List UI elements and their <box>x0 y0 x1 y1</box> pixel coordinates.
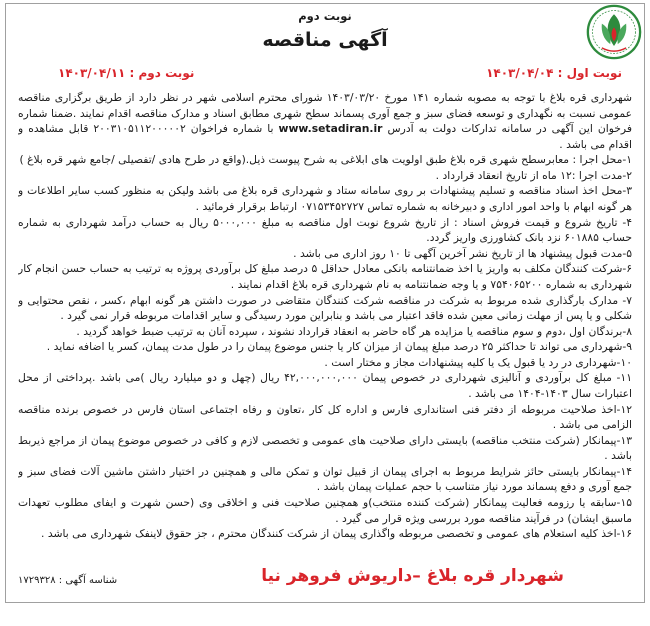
condition-item-10: ۱۰-شهرداری در رد یا قبول یک یا کلیه پیشنهادات مجاز و مختار است . <box>324 355 632 369</box>
municipality-emblem-icon <box>586 4 642 60</box>
condition-item-2: ۲-مدت اجرا :۱۲ ماه از تاریخ انعقاد قرارداد . <box>435 168 632 182</box>
notice-title: آگهی مناقصه <box>262 29 388 51</box>
condition-item-11: ۱۱- مبلغ کل برآوردی و آنالیزی شهرداری در خصوص پیمان ۴۲,۰۰۰,۰۰۰,۰۰۰ ریال (چهل و دو میلیارد ریال )می باشد .پرداختی از محل اعتبارات سال ۱۴۰۳-۱۴۰۴ می باشد . <box>18 371 632 400</box>
condition-item-12: ۱۲-اخذ صلاحیت مربوطه از دفتر فنی استانداری فارس و اداره کل کار ،تعاون و رفاه اجتماعی استان فارس در خصوص برنده مناقصه الزامی می باشد . <box>18 402 632 432</box>
setad-website-address: www.setadiran.ir <box>278 122 383 136</box>
condition-item-3: ۳-محل اخذ اسناد مناقصه و تسلیم پیشنهادات بر روی سامانه ستاد و شهرداری قره بلاغ می باشد ولیکن به منظور کسب سایر اطلاعات و هر گونه ابهام با واحد امور اداری و دبیرخانه به شماره تماس ۰۷۱۵۳۴۵۲۷۲۷ ارتباط برقرار فرمائید . <box>18 184 632 214</box>
notice-body <box>18 90 632 562</box>
condition-item-4: ۴- تاریخ شروع و قیمت فروش اسناد : از تاریخ شروع نوبت اول مناقصه به مبلغ ۵۰۰۰,۰۰۰ ریال به حساب درآمد شهرداری به شماره حساب ۶۰۱۸۸۵ نزد بانک کشاورزی واریز گردد. <box>18 215 632 245</box>
condition-item-1: ۱-محل اجرا : معابرسطح شهری قره بلاغ طبق اولویت های ابلاغی به شرح پیوست ذیل.(واقع در طرح هادی /تفصیلی /جامع شهر قره بلاغ ) <box>19 153 632 167</box>
condition-item-7: ۷- مدارک بارگذاری شده مربوط به شرکت در مناقصه شرکت کنندگان متقاضی در صورت داشتن هر گونه ابهام ،کسر ، نقص محتوایی و شکلی و یا پس از مهلت زمانی معین شده فاقد اعتبار می باشد و بنابراین مورد رسیدگی و سایر اقدامات مربوطه قرار نمی گیرد . <box>18 293 632 323</box>
condition-item-14: ۱۴-پیمانکار بایستی حائز شرایط مربوط به اجرای پیمان از قبیل توان و تمکن مالی و همچنین در اختیار داشتن ماشین آلات فضای سبز و جمع آوری و دفع پسماند مورد نیاز متناسب با حجم عملیات پیمان باشد . <box>18 464 632 494</box>
round-label: نوبت دوم <box>298 9 352 23</box>
condition-item-15: ۱۵-سابقه یا رزومه فعالیت پیمانکار (شرکت کننده منتخب)و همچنین صلاحیت فنی و اخلاقی وی (حسن شهرت و ایفای مطلوب تعهدات ماسبق ایشان) در فرآیند مناقصه مورد بررسی ویژه قرار می گیرد . <box>18 496 632 525</box>
intro-text-start: شهرداری قره بلاغ با توجه به مصوبه شماره ۱۴۱ مورخ ۱۴۰۳/۰۳/۲۰ شورای محترم اسلامی شهر در نظر دارد از طریق برگزاری مناقصه عمومی نسبت به نگهداری و توسعه فضای سبز و جمع آوری پسماند سطح شهری مطابق اسناد و مدارک مناقصه اقدام نمایند .ضمنا شماره فرخوان این آگهی در سامانه تدارکات دولت به آدرس <box>18 91 632 136</box>
second-round-date: نوبت دوم : ۱۴۰۳/۰۴/۱۱ <box>58 66 195 80</box>
condition-item-8: ۸-برندگان اول ،دوم و سوم مناقصه یا مزایده هر گاه حاضر به انعقاد قرارداد نشوند ، سپرده آنان به ترتیب ضبط خواهد گردید . <box>76 324 632 338</box>
condition-item-6: ۶-شرکت کنندگان مکلف به واریز یا اخذ ضمانتنامه بانکی معادل حداقل ۵ درصد مبلغ کل برآوردی پروژه به ترتیب به حساب حسن انجام کار شهرداری به شماره ۷۵۴۰۶۵۲۰۰ و یا وجه ضمانتنامه به نام شهرداری قره بلاغ اقدام نمایند . <box>18 262 632 291</box>
condition-item-5: ۵-مدت قبول پیشنهاد ها از تاریخ نشر آخرین آگهی تا ۱۰ روز اداری می باشد . <box>293 246 632 260</box>
condition-item-9: ۹-شهرداری می تواند تا حداکثر ۲۵ درصد مبلغ پیمان از میزان کار یا جنس موضوع پیمان را در طول مدت پیمان، کسر یا اضافه نماید . <box>46 340 632 354</box>
ad-identifier: شناسه آگهی : ۱۷۲۹۳۲۸ <box>18 575 118 586</box>
intro-paragraph <box>18 90 632 152</box>
mayor-signature: شهردار قره بلاغ –داریوش فروهر نیا <box>261 566 564 586</box>
first-round-date: نوبت اول : ۱۴۰۳/۰۴/۰۴ <box>486 66 622 80</box>
condition-item-16: ۱۶-اخذ کلیه استعلام های عمومی و تخصصی مربوطه واگذاری پیمان از شرکت کنندگان محترم ، جز حقوق لاینفک شهرداری می باشد . <box>41 527 632 541</box>
condition-item-13: ۱۳-پیمانکار (شرکت منتخب مناقصه) بایستی دارای صلاحیت های عمومی و تخصصی لازم و کافی در خصوص موضوع پیمان از مراجع ذیربط باشد . <box>18 433 632 463</box>
intro-text-end: با شماره فراخوان ۲۰۰۳۱۰۵۱۱۲۰۰۰۰۰۲ قابل مشاهده و اقدام می باشد . <box>18 122 632 151</box>
